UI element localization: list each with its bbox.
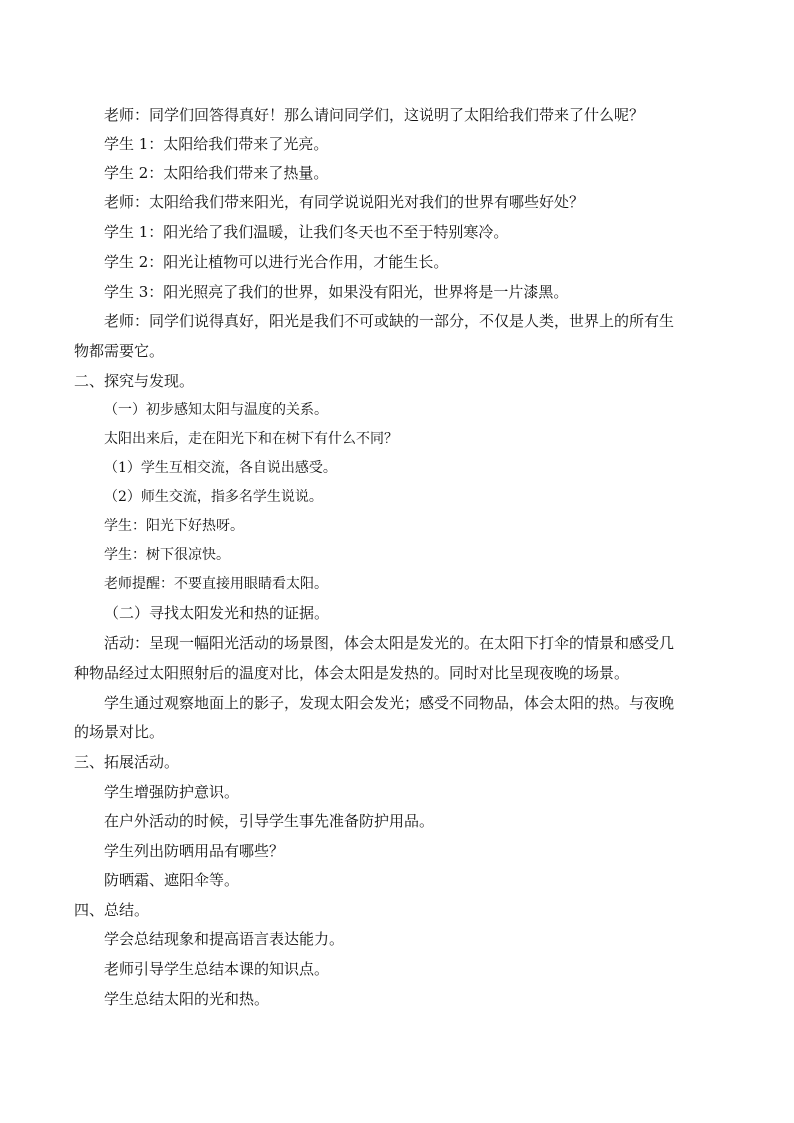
body-line: 太阳出来后，走在阳光下和在树下有什么不同？ [104,431,398,447]
body-line: 防晒霜、遮阳伞等。 [104,871,240,889]
dialogue-line: 学生 3：阳光照亮了我们的世界，如果没有阳光，世界将是一片漆黑。 [104,283,569,301]
section-heading: 三、拓展活动。 [74,753,180,771]
subsection-heading: （二）寻找太阳发光和热的证据。 [104,604,330,622]
body-line: 学生增强防护意识。 [104,783,240,801]
dialogue-line: 老师：同学们说得真好，阳光是我们不可或缺的一部分，不仅是人类，世界上的所有生 [104,312,675,330]
body-line: 学生通过观察地面上的影子，发现太阳会发光；感受不同物品，体会太阳的热。与夜晚 [104,694,675,712]
body-line: 老师提醒：不要直接用眼睛看太阳。 [104,576,328,592]
body-line: 学生总结太阳的光和热。 [104,990,270,1008]
body-line: 学生：树下很凉快。 [104,547,230,563]
body-line: 的场景对比。 [74,723,165,741]
body-line: 老师引导学生总结本课的知识点。 [104,960,330,978]
dialogue-line: 物都需要它。 [74,342,165,360]
body-line: 在户外活动的时候，引导学生事先准备防护用品。 [104,812,435,830]
section-heading: 二、探究与发现。 [74,372,195,390]
body-line: 种物品经过太阳照射后的温度对比，体会太阳是发热的。同时对比呈现夜晚的场景。 [74,664,630,682]
subsection-heading: （一）初步感知太阳与温度的关系。 [104,402,328,418]
dialogue-line: 老师：同学们回答得真好！那么请问同学们，这说明了太阳给我们带来了什么呢？ [104,106,645,124]
body-line: 学生列出防晒用品有哪些？ [104,842,285,860]
dialogue-line: 学生 1：阳光给了我们温暖，让我们冬天也不至于特别寒冷。 [104,223,509,241]
dialogue-line: 学生 2：阳光让植物可以进行光合作用，才能生长。 [104,253,449,271]
body-line: 活动：呈现一幅阳光活动的场景图，体会太阳是发光的。在太阳下打伞的情景和感受几 [104,634,675,652]
body-line: 学生：阳光下好热呀。 [104,518,244,534]
section-heading: 四、总结。 [74,901,150,919]
dialogue-line: 学生 2：太阳给我们带来了热量。 [104,164,329,182]
body-line: （1）学生互相交流，各自说出感受。 [104,460,337,476]
body-line: （2）师生交流，指多名学生说说。 [104,489,323,505]
dialogue-line: 老师：太阳给我们带来阳光，有同学说说阳光对我们的世界有哪些好处？ [104,193,585,211]
body-line: 学会总结现象和提高语言表达能力。 [104,930,345,948]
dialogue-line: 学生 1：太阳给我们带来了光亮。 [104,135,329,153]
